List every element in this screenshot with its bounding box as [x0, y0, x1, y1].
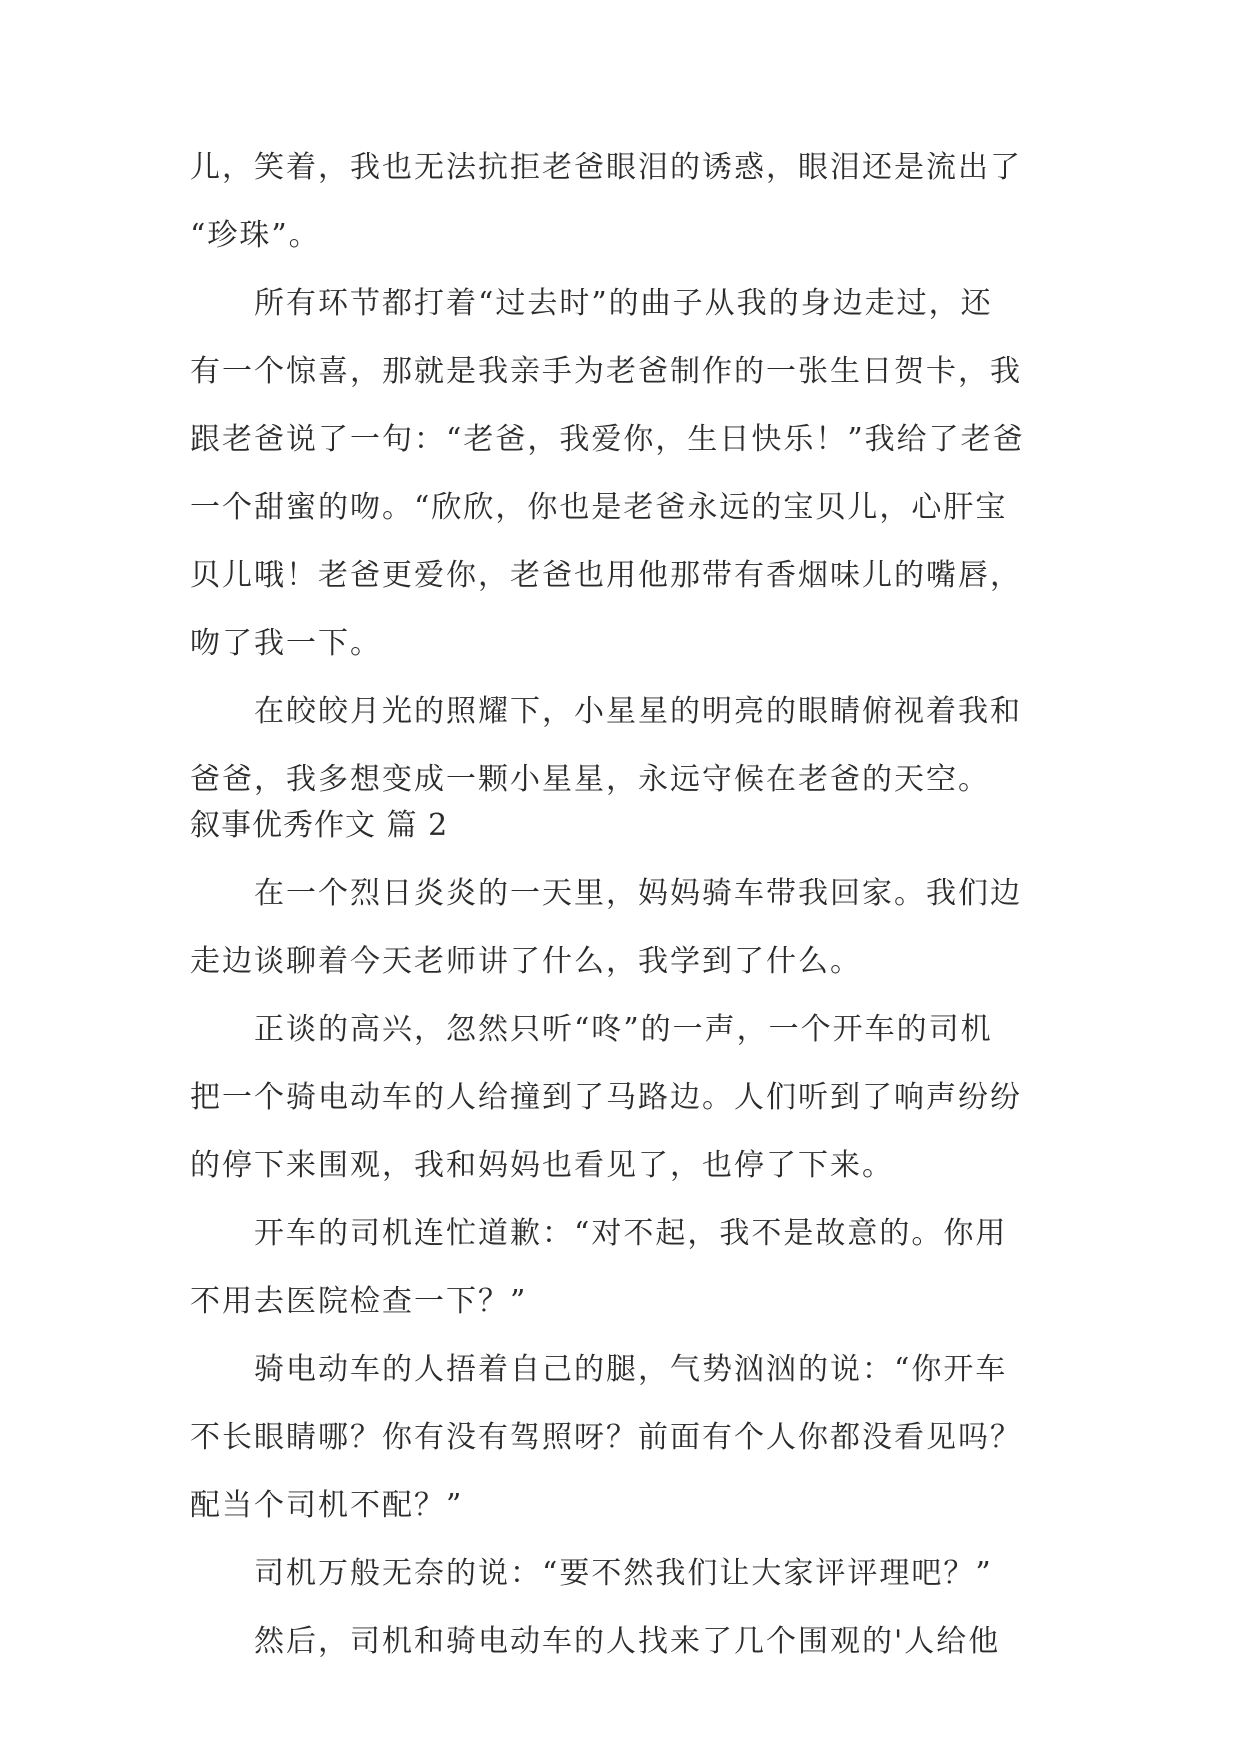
paragraph-line: 骑电动车的人捂着自己的腿，气势汹汹的说：“你开车: [254, 1352, 1008, 1387]
paragraph-line: 走边谈聊着今天老师讲了什么，我学到了什么。: [190, 944, 862, 979]
paragraph-line: 一个甜蜜的吻。“欣欣，你也是老爸永远的宝贝儿，心肝宝: [190, 490, 1008, 525]
paragraph-line: 在皎皎月光的照耀下，小星星的明亮的眼睛俯视着我和: [254, 694, 1022, 729]
paragraph-line: 所有环节都打着“过去时”的曲子从我的身边走过，还: [254, 286, 993, 321]
paragraph-line: 开车的司机连忙道歉：“对不起，我不是故意的。你用: [254, 1216, 1008, 1251]
paragraph-line: 吻了我一下。: [190, 626, 382, 661]
essay-1-continuation: [190, 134, 1060, 814]
paragraph-line: 有一个惊喜，那就是我亲手为老爸制作的一张生日贺卡，我: [190, 354, 1022, 389]
paragraph-line: 贝儿哦！老爸更爱你，老爸也用他那带有香烟味儿的嘴唇，: [190, 558, 1022, 593]
paragraph-line: 然后，司机和骑电动车的人找来了几个围观的'人给他: [254, 1624, 1001, 1659]
paragraph-line: 不长眼睛哪？你有没有驾照呀？前面有个人你都没看见吗？: [190, 1420, 1022, 1455]
paragraph-line: 司机万般无奈的说：“要不然我们让大家评评理吧？”: [254, 1556, 993, 1591]
paragraph-line: 爸爸，我多想变成一颗小星星，永远守候在老爸的天空。: [190, 762, 990, 797]
paragraph-line: “珍珠”。: [190, 218, 321, 253]
paragraph-line: 配当个司机不配？”: [190, 1488, 464, 1523]
paragraph-line: 跟老爸说了一句：“老爸，我爱你，生日快乐！”我给了老爸: [190, 422, 1025, 457]
paragraph-line: 不用去医院检查一下？”: [190, 1284, 528, 1319]
paragraph-line: 在一个烈日炎炎的一天里，妈妈骑车带我回家。我们边: [254, 876, 1022, 911]
essay-2-body: [190, 860, 1060, 1676]
paragraph-line: 的停下来围观，我和妈妈也看见了，也停了下来。: [190, 1148, 894, 1183]
essay-2-title: 叙事优秀作文 篇 2: [190, 808, 449, 843]
paragraph-line: 儿，笑着，我也无法抗拒老爸眼泪的诱惑，眼泪还是流出了: [190, 150, 1022, 185]
paragraph-line: 正谈的高兴，忽然只听“咚”的一声，一个开车的司机: [254, 1012, 993, 1047]
paragraph-line: 把一个骑电动车的人给撞到了马路边。人们听到了响声纷纷: [190, 1080, 1022, 1115]
